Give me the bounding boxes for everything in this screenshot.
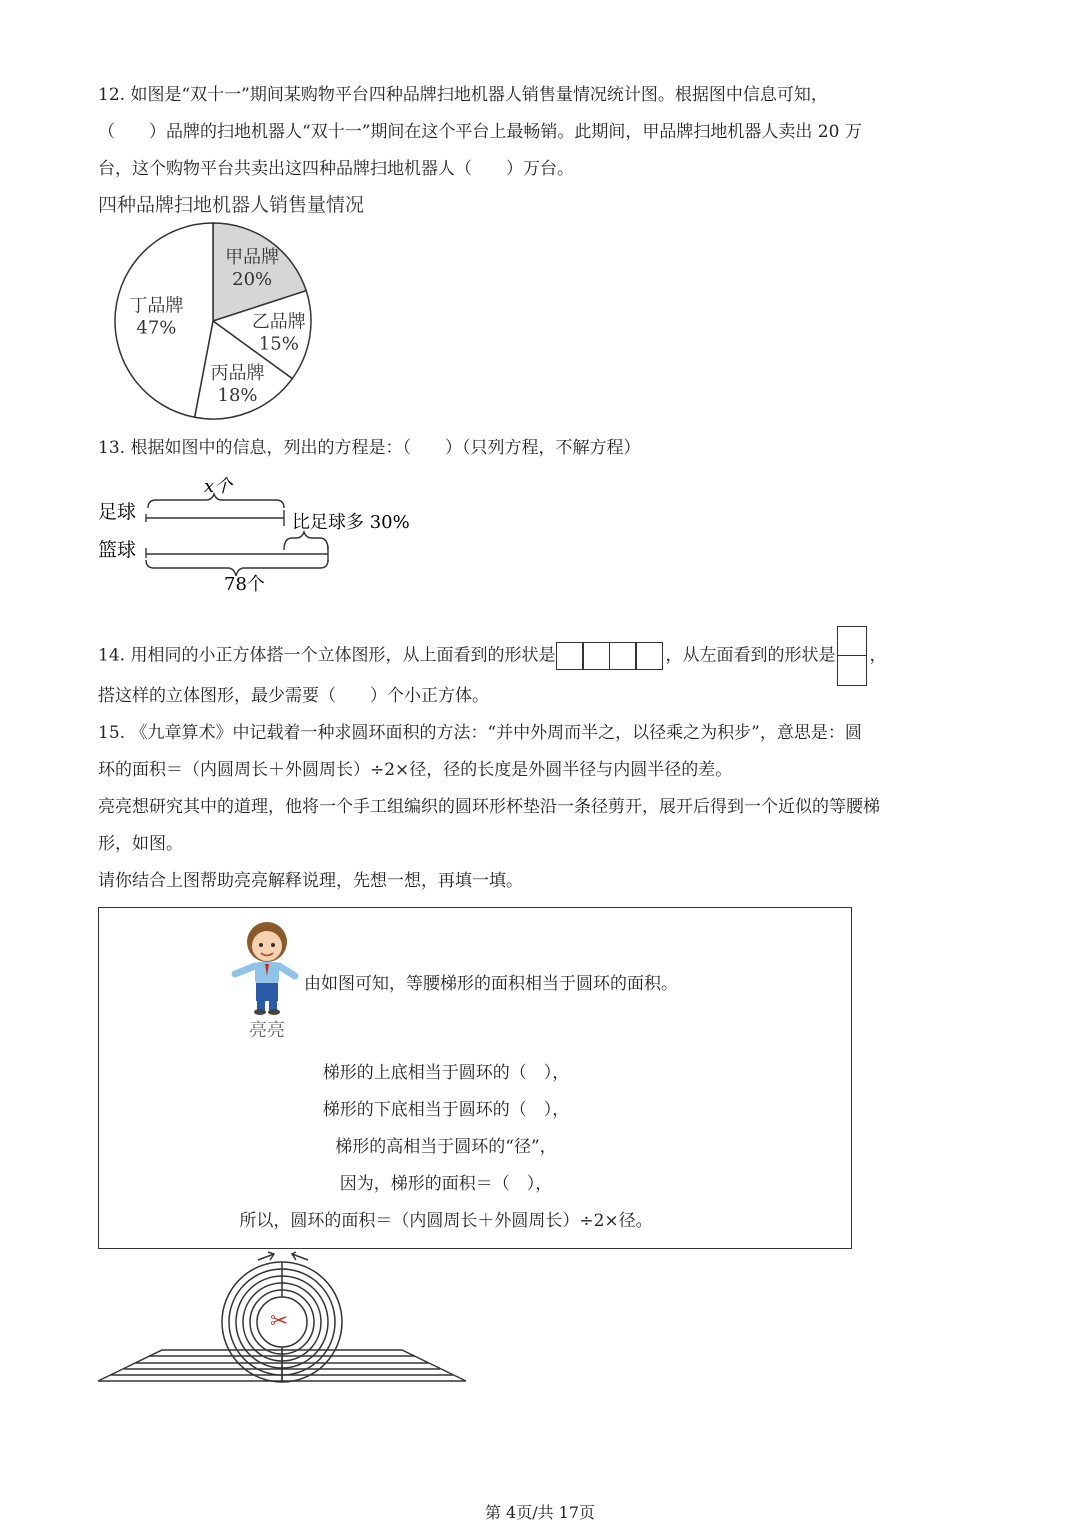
total-label: 78个: [224, 574, 265, 595]
page-footer: 第 4页/共 17页: [484, 1503, 596, 1522]
q14-part-3: ，: [869, 645, 887, 666]
arrows: [258, 1252, 308, 1260]
football-bar: [146, 510, 284, 526]
box-line-1: 梯形的上底相当于圆环的（ ），: [322, 1063, 570, 1083]
pie-chart: [100, 218, 330, 428]
x-label: x个: [204, 476, 233, 497]
basketball-bar: [146, 546, 328, 562]
football-label: 足球: [98, 501, 137, 523]
scissors-icon: ✂: [270, 1309, 289, 1334]
pie-value-1: 15%: [258, 333, 299, 355]
ring-trapezoid-figure: [96, 1250, 471, 1385]
q12-line-2: （ ）品牌的扫地机器人“双十一”期间在这个平台上最畅销。此期间，甲品牌扫地机器人卖出 20 万: [98, 122, 862, 142]
boy-illustration: [227, 916, 307, 1026]
pie-value-0: 20%: [232, 269, 273, 291]
character-name: 亮亮: [249, 1020, 285, 1041]
more-brace: [284, 532, 328, 550]
box-line-3: 梯形的高相当于圆环的“径”，: [335, 1137, 557, 1157]
bar-diagram: [96, 466, 436, 601]
pie-value-3: 47%: [136, 317, 177, 339]
q12-line-1: 12. 如图是“双十一”期间某购物平台四种品牌扫地机器人销售量情况统计图。根据图中信息可知，: [98, 85, 828, 105]
q15-line-5: 请你结合上图帮助亮亮解释说理，先想一想，再填一填。: [98, 871, 523, 891]
pie-label-1: 乙品牌: [251, 311, 306, 333]
q14-part-2: ，从左面看到的形状是: [665, 645, 836, 666]
pie-label-2: 丙品牌: [210, 362, 265, 384]
q15-line-2: 环的面积＝（内圆周长＋外圆周长）÷2×径，径的长度是外圆半径与内圆半径的差。: [98, 760, 733, 780]
q14-line-2: 搭这样的立体图形，最少需要（ ）个小正方体。: [98, 686, 489, 706]
top-view-shape: [557, 642, 663, 670]
q15-line-4: 形，如图。: [98, 834, 183, 854]
q15-line-1: 15. 《九章算术》中记载着一种求圆环面积的方法：“并中外周而半之，以径乘之为积步”，意思是：圆: [98, 723, 862, 743]
pie-value-2: 18%: [217, 384, 258, 406]
q15-line-3: 亮亮想研究其中的道理，他将一个手工组编织的圆环形杯垫沿一条径剪开，展开后得到一个近似的等腰梯: [98, 797, 880, 817]
box-line-2: 梯形的下底相当于圆环的（ ），: [322, 1100, 570, 1120]
pie-label-3: 丁品牌: [129, 295, 184, 317]
box-line-5: 所以，圆环的面积＝（内圆周长＋外圆周长）÷2×径。: [239, 1211, 653, 1231]
basketball-label: 篮球: [98, 539, 137, 561]
q12-line-3: 台，这个购物平台共卖出这四种品牌扫地机器人（ ）万台。: [98, 159, 574, 179]
box-line-4: 因为，梯形的面积＝（ ），: [339, 1174, 553, 1194]
speech-text: 由如图可知，等腰梯形的面积相当于圆环的面积。: [304, 974, 678, 994]
explanation-box: [98, 907, 852, 1249]
q14-line-1: [98, 626, 886, 686]
more-label: 比足球多 30%: [292, 512, 410, 533]
left-view-shape: [837, 626, 867, 686]
q14-part-1: 14. 用相同的小正方体搭一个立体图形，从上面看到的形状是: [98, 645, 556, 666]
chart-title: 四种品牌扫地机器人销售量情况: [98, 194, 365, 216]
pie-label-0: 甲品牌: [225, 247, 280, 269]
q13-text: 13. 根据如图中的信息，列出的方程是：（ ）（只列方程，不解方程）: [98, 438, 641, 458]
